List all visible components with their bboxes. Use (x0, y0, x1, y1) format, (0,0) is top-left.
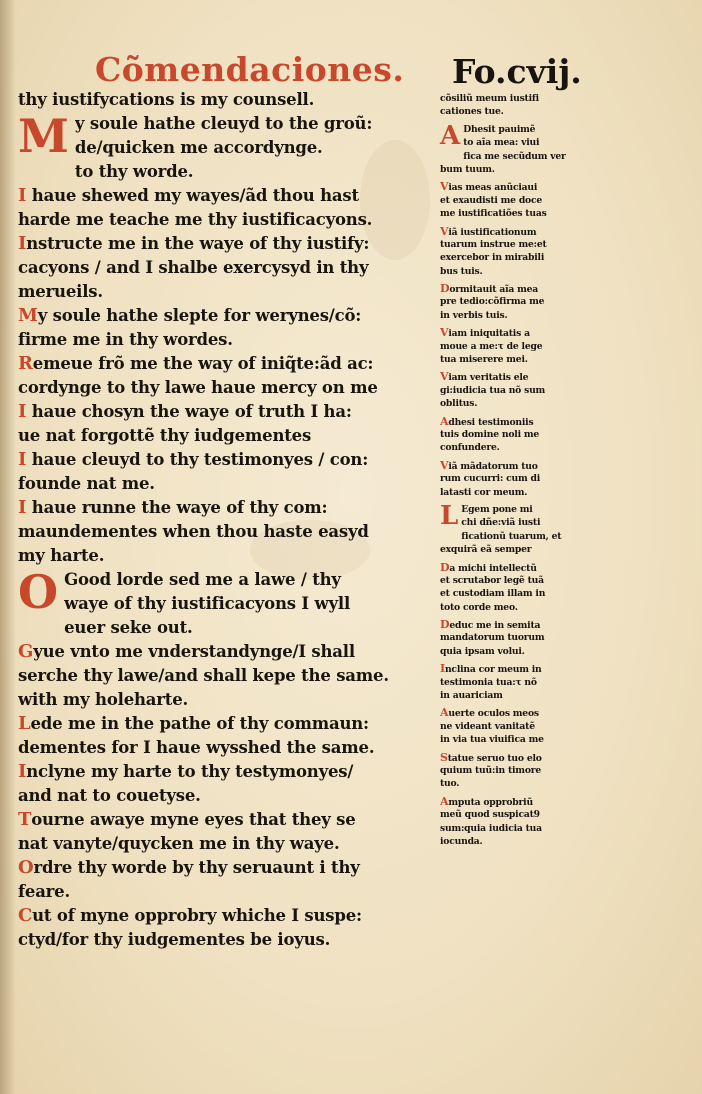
verse-line (18, 928, 436, 952)
line-text: mandatorum tuorum (440, 632, 545, 644)
latin-line (440, 574, 600, 587)
verse-block (18, 856, 436, 904)
rubric-initial: I (18, 233, 27, 254)
latin-verse-block (440, 92, 600, 119)
english-column (18, 88, 436, 952)
line-text: tatue seruo tuo elo (447, 752, 542, 764)
gutter-shadow (0, 0, 16, 1094)
verse-line (18, 520, 436, 544)
latin-line (440, 486, 600, 499)
verse-line (18, 232, 436, 256)
line-text: iam iniquitatis a (448, 328, 530, 340)
verse-line (18, 856, 436, 880)
line-text: nclina cor meum in (444, 664, 542, 676)
line-text: nstructe me in the waye of thy iustify: (26, 234, 370, 253)
rubric-initial: I (18, 449, 27, 470)
latin-verse-block (440, 225, 600, 279)
line-text: ut of myne opprobry whiche I suspe: (32, 906, 362, 925)
verse-line (64, 592, 436, 616)
latin-verse-block (440, 282, 600, 322)
verse-line (75, 160, 436, 184)
line-text: educ me in semita (449, 620, 541, 632)
line-text: y soule hathe cleuyd to the groũ: (74, 114, 373, 133)
line-text: rdre thy worde by thy seruaunt i thy (33, 858, 360, 877)
verse-line (18, 88, 436, 112)
line-text: ormitauit aĩa mea (449, 284, 539, 296)
line-text: with my holeharte. (18, 690, 189, 709)
line-text: iocunda. (440, 835, 483, 847)
line-text: iã mãdatorum tuo (448, 460, 538, 472)
latin-line (440, 370, 600, 383)
large-initial: A (440, 120, 461, 151)
line-text: iam veritatis ele (448, 372, 529, 384)
verse-line (18, 328, 436, 352)
latin-line (440, 472, 600, 485)
folio-number: Fo.cvij. (452, 52, 582, 91)
latin-line (463, 150, 600, 163)
line-text: in verbis tuis. (440, 309, 508, 321)
latin-line (440, 397, 600, 410)
line-text: ede me in the pathe of thy commaun: (30, 714, 369, 733)
verse-block (18, 712, 436, 760)
line-text: founde nat me. (18, 474, 155, 493)
rubric-initial: L (18, 713, 31, 734)
line-text: firme me in thy wordes. (18, 330, 233, 349)
latin-line (440, 105, 600, 118)
rubric-initial: C (18, 905, 33, 926)
latin-verse-block (440, 662, 600, 702)
verse-line (18, 544, 436, 568)
latin-line (440, 428, 600, 441)
line-text: uerte oculos meos (448, 708, 539, 720)
verse-line (18, 376, 436, 400)
page-header (0, 44, 702, 94)
line-text: cordynge to thy lawe haue mercy on me (18, 378, 378, 397)
latin-line (440, 822, 600, 835)
verse-block (18, 640, 436, 712)
latin-line (440, 92, 600, 105)
verse-line (18, 424, 436, 448)
line-text: Good lorde sed me a lawe / thy (64, 570, 341, 589)
line-text: and nat to couetyse. (18, 786, 201, 805)
latin-verse-block (440, 561, 600, 615)
latin-line (440, 459, 600, 472)
line-text: maundementes when thou haste easyd (18, 522, 369, 541)
latin-line (440, 720, 600, 733)
line-text: merueils. (18, 282, 103, 301)
line-text: moue a me:τ de lege (440, 340, 543, 352)
rubric-initial: A (440, 706, 449, 720)
latin-verse-block (440, 618, 600, 658)
latin-line (440, 587, 600, 600)
latin-line (440, 733, 600, 746)
rubric-initial: V (440, 224, 449, 238)
verse-line (18, 784, 436, 808)
latin-line (461, 503, 600, 516)
line-text: dhesi testimoniis (448, 416, 534, 428)
line-text: Dhesit pauimẽ (463, 123, 536, 135)
latin-line (440, 207, 600, 220)
line-text: nat vanyte/quycken me in thy waye. (18, 834, 340, 853)
latin-verse-block (440, 415, 600, 455)
verse-block (18, 400, 436, 448)
line-text: euer seke out. (64, 618, 193, 637)
verse-line (18, 832, 436, 856)
line-text: emeue frõ me the way of iniq̃te:ãd ac: (32, 354, 374, 373)
line-text: confundere. (440, 442, 500, 454)
line-text: toto corde meo. (440, 601, 518, 613)
verse-block (18, 352, 436, 400)
line-text: tuo. (440, 778, 460, 790)
latin-line (440, 706, 600, 719)
line-text: exercebor in mirabili (440, 252, 545, 264)
latin-line (440, 353, 600, 366)
line-text: quia ipsam volui. (440, 645, 525, 657)
rubric-initial: I (18, 761, 27, 782)
rubric-initial: R (18, 353, 33, 374)
large-initial: O (18, 565, 59, 619)
rubric-initial: A (440, 794, 449, 808)
latin-line (440, 384, 600, 397)
latin-verse-block (440, 500, 600, 557)
latin-line (440, 340, 600, 353)
line-text: ctyd/for thy iudgementes be ioyus. (18, 930, 331, 949)
line-text: ue nat forgottẽ thy iudgementes (18, 426, 312, 445)
line-text: exquirã eã semper (440, 544, 532, 556)
verse-line (18, 640, 436, 664)
line-text: in via tua viuifica me (440, 734, 544, 746)
latin-line (440, 764, 600, 777)
verse-line (18, 304, 436, 328)
latin-verse-block (440, 795, 600, 849)
verse-line (18, 664, 436, 688)
verse-block (18, 88, 436, 112)
line-text: y soule hathe slepte for werynes/cõ: (37, 306, 362, 325)
latin-line (440, 326, 600, 339)
latin-verse-block (440, 326, 600, 366)
line-text: harde me teache me thy iustificacyons. (18, 210, 373, 229)
rubric-initial: T (18, 809, 32, 830)
latin-line (440, 676, 600, 689)
line-text: et scrutabor legẽ tuã (440, 574, 544, 586)
line-text: meũ quod suspicat9 (440, 809, 540, 821)
latin-line (440, 163, 600, 176)
line-text: et custodiam illam in (440, 588, 546, 600)
line-text: cacyons / and I shalbe exercysyd in thy (18, 258, 369, 277)
line-text: gi:iudicia tua nõ sum (440, 384, 546, 396)
verse-line (18, 280, 436, 304)
latin-line (440, 777, 600, 790)
line-text: to thy worde. (74, 162, 194, 181)
rubric-initial: I (18, 185, 27, 206)
latin-line (440, 251, 600, 264)
verse-line (18, 208, 436, 232)
line-text: latasti cor meum. (440, 486, 528, 498)
line-text: ourne awaye myne eyes that they se (31, 810, 356, 829)
latin-line (440, 238, 600, 251)
line-text: haue shewed my wayes/ãd thou hast (26, 186, 359, 205)
latin-line (440, 194, 600, 207)
rubric-initial: V (440, 326, 449, 340)
latin-line (440, 415, 600, 428)
line-text: serche thy lawe/and shall kepe the same. (18, 666, 389, 685)
latin-line (440, 645, 600, 658)
line-text: iã iustificationum (448, 226, 537, 238)
running-head: Cõmendaciones. (95, 50, 405, 89)
verse-block (18, 109, 436, 184)
verse-line (18, 352, 436, 376)
line-text: et exaudisti me doce (440, 194, 543, 206)
line-text: in auariciam (440, 690, 503, 702)
line-text: tua miserere mei. (440, 354, 528, 366)
verse-block (18, 184, 436, 232)
latin-verse-block (440, 706, 600, 746)
line-text: Egem pone mi (461, 503, 533, 515)
latin-line (440, 795, 600, 808)
line-text: cationes tue. (440, 106, 504, 118)
line-text: oblitus. (440, 398, 478, 410)
latin-line (440, 662, 600, 675)
latin-line (461, 516, 600, 529)
line-text: bus tuis. (440, 265, 483, 277)
verse-line (75, 112, 436, 136)
latin-line (463, 123, 600, 136)
line-text: fica me secũdum ver (463, 150, 566, 162)
verse-line (18, 496, 436, 520)
latin-line (440, 561, 600, 574)
rubric-initial: I (440, 662, 445, 676)
verse-line (18, 400, 436, 424)
line-text: testimonia tua:τ nõ (440, 676, 537, 688)
latin-line (440, 631, 600, 644)
latin-verse-block (440, 180, 600, 220)
verse-block (18, 904, 436, 952)
line-text: ne videant vanitatẽ (440, 720, 535, 732)
rubric-initial: O (18, 857, 34, 878)
verse-line (18, 736, 436, 760)
line-text: cõsiliũ meum iustifi (440, 93, 539, 104)
latin-verse-block (440, 370, 600, 410)
line-text: pre tedio:cõfirma me (440, 296, 545, 308)
verse-block (18, 304, 436, 352)
latin-line (440, 180, 600, 193)
rubric-initial: D (440, 618, 450, 632)
verse-line (18, 184, 436, 208)
rubric-initial: I (18, 401, 27, 422)
large-initial: M (18, 109, 69, 163)
line-text: nclyne my harte to thy testymonyes/ (26, 762, 354, 781)
verse-block (18, 448, 436, 496)
latin-line (463, 136, 600, 149)
line-text: haue cleuyd to thy testimonyes / con: (26, 450, 369, 469)
line-text: dementes for I haue wysshed the same. (18, 738, 375, 757)
rubric-initial: D (440, 560, 450, 574)
latin-verse-block (440, 459, 600, 499)
line-text: thy iustifycations is my counsell. (18, 90, 315, 109)
verse-line (18, 448, 436, 472)
rubric-initial: G (18, 641, 34, 662)
rubric-initial: A (440, 414, 449, 428)
large-initial: L (440, 500, 459, 531)
line-text: haue chosyn the waye of truth I ha: (26, 402, 352, 421)
latin-line (440, 808, 600, 821)
rubric-initial: D (440, 282, 450, 296)
latin-line (440, 618, 600, 631)
verse-block (18, 232, 436, 304)
verse-line (64, 568, 436, 592)
line-text: haue runne the waye of thy com: (26, 498, 328, 517)
rubric-initial: V (440, 180, 449, 194)
latin-line (440, 689, 600, 702)
line-text: sum:quia iudicia tua (440, 822, 542, 834)
line-text: feare. (18, 882, 71, 901)
verse-line (18, 880, 436, 904)
line-text: ias meas anũciaui (448, 182, 538, 194)
rubric-initial: V (440, 370, 449, 384)
verse-line (64, 616, 436, 640)
line-text: ficationũ tuarum, et (461, 530, 562, 542)
verse-line (18, 256, 436, 280)
rubric-initial: S (440, 750, 448, 764)
line-text: chi dñe:viã iusti (461, 517, 541, 529)
latin-line (440, 835, 600, 848)
latin-verse-block (440, 120, 600, 177)
latin-line (440, 265, 600, 278)
line-text: mputa opprobriũ (448, 796, 533, 808)
latin-line (440, 309, 600, 322)
verse-line (18, 712, 436, 736)
verse-line (18, 472, 436, 496)
rubric-initial: M (18, 305, 38, 326)
latin-line (440, 601, 600, 614)
verse-line (18, 904, 436, 928)
latin-column (440, 92, 600, 852)
rubric-initial: V (440, 458, 449, 472)
verse-line (18, 688, 436, 712)
line-text: to aĩa mea: viui (463, 137, 540, 149)
latin-line (440, 225, 600, 238)
latin-line (461, 530, 600, 543)
latin-line (440, 295, 600, 308)
line-text: rum cucurri: cum di (440, 473, 541, 485)
verse-line (18, 760, 436, 784)
line-text: a michi intellectũ (449, 562, 537, 574)
verse-line (75, 136, 436, 160)
rubric-initial: I (18, 497, 27, 518)
line-text: my harte. (18, 546, 105, 565)
line-text: bum tuum. (440, 163, 495, 175)
line-text: me iustificatiões tuas (440, 208, 547, 220)
line-text: tuis domine noli me (440, 428, 540, 440)
latin-line (440, 543, 600, 556)
latin-verse-block (440, 751, 600, 791)
line-text: yue vnto me vnderstandynge/I shall (33, 642, 355, 661)
latin-line (440, 441, 600, 454)
latin-line (440, 282, 600, 295)
verse-block (18, 808, 436, 856)
line-text: tuarum instrue me:et (440, 238, 547, 250)
line-text: waye of thy iustificacyons I wyll (64, 594, 351, 613)
verse-block (18, 496, 436, 568)
verse-line (18, 808, 436, 832)
line-text: de/quicken me accordynge. (74, 138, 323, 157)
line-text: quium tuũ:in timore (440, 764, 542, 776)
verse-block (18, 565, 436, 640)
verse-block (18, 760, 436, 808)
latin-line (440, 751, 600, 764)
